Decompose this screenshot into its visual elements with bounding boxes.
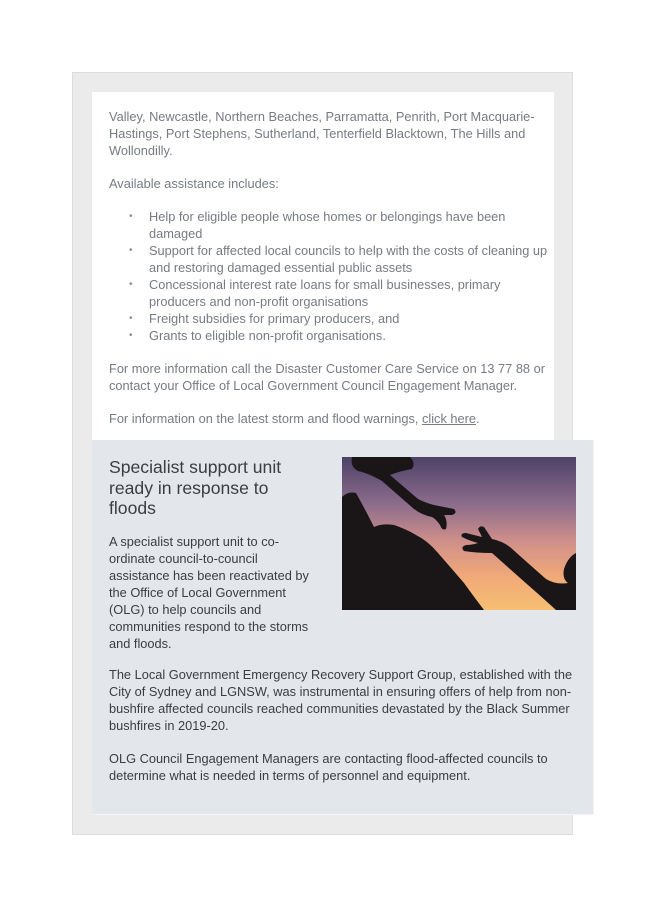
warnings-info: For information on the latest storm and flood warnings, click here. bbox=[109, 411, 480, 426]
assistance-intro: Available assistance includes: bbox=[109, 176, 279, 191]
list-item: • Grants to eligible non-profit organisations. bbox=[149, 327, 554, 344]
article-body bbox=[109, 666, 579, 784]
list-item: • Concessional interest rate loans for small businesses, primary producers and non-profit organisations bbox=[149, 276, 554, 310]
council-list: Valley, Newcastle, Northern Beaches, Parramatta, Penrith, Port Macquarie-Hastings, Port Stephens, Sutherland, Tenterfield Blacktown, The Hills and Wollondilly. bbox=[109, 109, 535, 158]
list-item: • Freight subsidies for primary producers, and bbox=[149, 310, 554, 327]
assistance-section bbox=[92, 92, 554, 440]
article-intro: A specialist support unit to co-ordinate council-to-council assistance has been reactivated by the Office of Local Government (OLG) to help councils and communities respond to the storms and floods. bbox=[109, 534, 309, 651]
contact-info: For more information call the Disaster Customer Care Service on 13 77 88 or contact your Office of Local Government Council Engagement Manager. bbox=[109, 361, 545, 393]
article-paragraph: OLG Council Engagement Managers are contacting flood-affected councils to determine what is needed in terms of personnel and equipment. bbox=[109, 751, 548, 783]
article-paragraph: The Local Government Emergency Recovery Support Group, established with the City of Sydney and LGNSW, was instrumental in ensuring offers of help from non-bushfire affected councils reached communities devastated by the Black Summer bushfires in 2019-20. bbox=[109, 667, 573, 733]
article-heading: Specialist support unit ready in response to floods bbox=[109, 457, 282, 518]
feature-article bbox=[92, 440, 594, 815]
list-item: • Support for affected local councils to help with the costs of cleaning up and restoring damaged essential public assets bbox=[149, 242, 554, 276]
assistance-list bbox=[109, 208, 554, 344]
list-item: • Help for eligible people whose homes or belongings have been damaged bbox=[149, 208, 554, 242]
click-here-link[interactable]: click here bbox=[421, 411, 477, 426]
helping-hands-photo bbox=[342, 457, 576, 610]
